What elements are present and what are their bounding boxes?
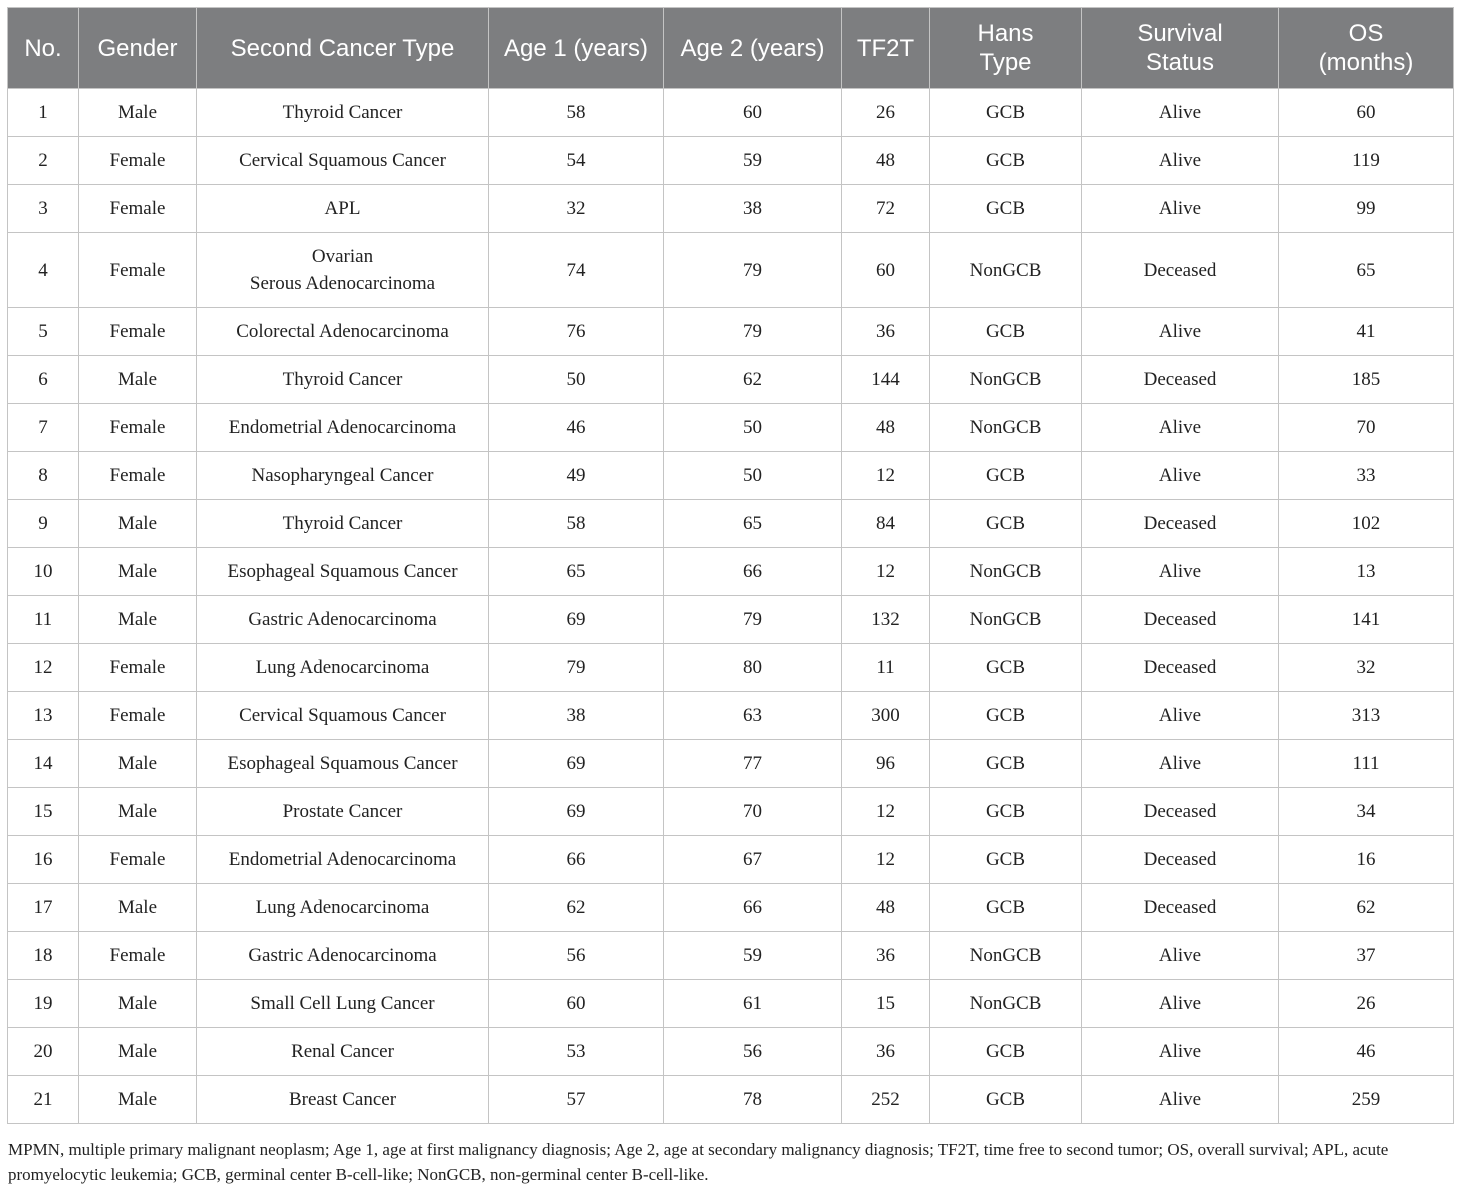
cell-no: 6 — [8, 356, 79, 404]
table-row — [8, 404, 1454, 452]
cell-os: 185 — [1279, 356, 1454, 404]
cell-no: 12 — [8, 644, 79, 692]
table-row — [8, 452, 1454, 500]
cell-no: 9 — [8, 500, 79, 548]
cell-survival-status: Deceased — [1082, 596, 1279, 644]
cell-tf2t: 36 — [842, 308, 930, 356]
cell-gender: Male — [79, 1076, 197, 1124]
cell-age-2: 66 — [664, 884, 842, 932]
cell-os: 111 — [1279, 740, 1454, 788]
cell-no: 15 — [8, 788, 79, 836]
cell-survival-status: Alive — [1082, 1028, 1279, 1076]
cell-age-1: 66 — [489, 836, 664, 884]
table-row — [8, 884, 1454, 932]
table-row — [8, 137, 1454, 185]
cell-tf2t: 252 — [842, 1076, 930, 1124]
cell-os: 32 — [1279, 644, 1454, 692]
table-row — [8, 1076, 1454, 1124]
table-body — [8, 89, 1454, 1124]
cell-tf2t: 132 — [842, 596, 930, 644]
cell-hans-type: GCB — [930, 644, 1082, 692]
cell-no: 13 — [8, 692, 79, 740]
cell-age-1: 74 — [489, 233, 664, 308]
cell-hans-type: GCB — [930, 137, 1082, 185]
cell-second-cancer-type: Endometrial Adenocarcinoma — [197, 836, 489, 884]
cell-age-1: 76 — [489, 308, 664, 356]
table-row — [8, 788, 1454, 836]
cell-tf2t: 144 — [842, 356, 930, 404]
cell-age-1: 69 — [489, 788, 664, 836]
cell-no: 5 — [8, 308, 79, 356]
cell-tf2t: 48 — [842, 884, 930, 932]
cell-age-1: 58 — [489, 500, 664, 548]
cell-os: 65 — [1279, 233, 1454, 308]
cell-hans-type: NonGCB — [930, 404, 1082, 452]
table-row — [8, 356, 1454, 404]
cell-tf2t: 96 — [842, 740, 930, 788]
cell-survival-status: Deceased — [1082, 500, 1279, 548]
cell-survival-status: Alive — [1082, 740, 1279, 788]
cell-no: 8 — [8, 452, 79, 500]
cell-age-1: 58 — [489, 89, 664, 137]
cell-tf2t: 84 — [842, 500, 930, 548]
cell-age-1: 69 — [489, 740, 664, 788]
cell-age-2: 38 — [664, 185, 842, 233]
cell-hans-type: NonGCB — [930, 932, 1082, 980]
cell-second-cancer-type: Breast Cancer — [197, 1076, 489, 1124]
cell-survival-status: Deceased — [1082, 788, 1279, 836]
header-survival-status: Survival Status — [1082, 8, 1279, 89]
cell-gender: Male — [79, 1028, 197, 1076]
cell-gender: Female — [79, 137, 197, 185]
cell-age-2: 67 — [664, 836, 842, 884]
cell-os: 41 — [1279, 308, 1454, 356]
cell-gender: Male — [79, 596, 197, 644]
cell-gender: Male — [79, 89, 197, 137]
table-row — [8, 692, 1454, 740]
cell-age-2: 70 — [664, 788, 842, 836]
cell-os: 60 — [1279, 89, 1454, 137]
cell-age-2: 66 — [664, 548, 842, 596]
cell-survival-status: Deceased — [1082, 233, 1279, 308]
cell-survival-status: Deceased — [1082, 356, 1279, 404]
cell-os: 102 — [1279, 500, 1454, 548]
cell-survival-status: Alive — [1082, 185, 1279, 233]
table-row — [8, 932, 1454, 980]
cell-tf2t: 12 — [842, 836, 930, 884]
cell-tf2t: 60 — [842, 233, 930, 308]
cell-gender: Female — [79, 308, 197, 356]
cell-gender: Female — [79, 452, 197, 500]
cell-hans-type: NonGCB — [930, 596, 1082, 644]
table-row — [8, 596, 1454, 644]
cell-no: 4 — [8, 233, 79, 308]
cell-age-1: 32 — [489, 185, 664, 233]
cell-age-2: 63 — [664, 692, 842, 740]
cell-hans-type: GCB — [930, 500, 1082, 548]
cell-second-cancer-type: Esophageal Squamous Cancer — [197, 548, 489, 596]
table-row — [8, 233, 1454, 308]
cell-hans-type: GCB — [930, 692, 1082, 740]
header-os: OS (months) — [1279, 8, 1454, 89]
cell-age-2: 80 — [664, 644, 842, 692]
cell-os: 46 — [1279, 1028, 1454, 1076]
cell-tf2t: 36 — [842, 1028, 930, 1076]
cell-second-cancer-type: Ovarian Serous Adenocarcinoma — [197, 233, 489, 308]
cell-gender: Male — [79, 788, 197, 836]
table-footnote: MPMN, multiple primary malignant neoplasm; Age 1, age at first malignancy diagnosis; Age 2, age at secondary malignancy diagnosis; TF2T, time free to second tumor; OS, overall survival; APL, acute promyelocytic leukemia; GCB, germinal center B-cell-like; NonGCB, non-germinal center B-cell-like. — [8, 1140, 1389, 1184]
cell-no: 11 — [8, 596, 79, 644]
cell-tf2t: 26 — [842, 89, 930, 137]
cell-no: 7 — [8, 404, 79, 452]
cell-gender: Male — [79, 548, 197, 596]
cell-os: 62 — [1279, 884, 1454, 932]
cell-no: 20 — [8, 1028, 79, 1076]
cell-age-2: 50 — [664, 404, 842, 452]
cell-tf2t: 48 — [842, 137, 930, 185]
cell-gender: Male — [79, 980, 197, 1028]
cell-survival-status: Alive — [1082, 137, 1279, 185]
cell-age-1: 56 — [489, 932, 664, 980]
table-row — [8, 185, 1454, 233]
cell-second-cancer-type: Nasopharyngeal Cancer — [197, 452, 489, 500]
cell-second-cancer-type: APL — [197, 185, 489, 233]
cell-survival-status: Deceased — [1082, 836, 1279, 884]
cell-second-cancer-type: Thyroid Cancer — [197, 356, 489, 404]
cell-os: 26 — [1279, 980, 1454, 1028]
cell-os: 141 — [1279, 596, 1454, 644]
cell-age-2: 61 — [664, 980, 842, 1028]
cell-second-cancer-type: Esophageal Squamous Cancer — [197, 740, 489, 788]
cell-gender: Male — [79, 500, 197, 548]
cell-os: 37 — [1279, 932, 1454, 980]
cell-tf2t: 72 — [842, 185, 930, 233]
header-age-2: Age 2 (years) — [664, 8, 842, 89]
cell-no: 16 — [8, 836, 79, 884]
cell-os: 16 — [1279, 836, 1454, 884]
cell-age-2: 62 — [664, 356, 842, 404]
table-row — [8, 740, 1454, 788]
cell-age-1: 54 — [489, 137, 664, 185]
cell-no: 17 — [8, 884, 79, 932]
cell-age-1: 38 — [489, 692, 664, 740]
table-row — [8, 500, 1454, 548]
cell-hans-type: GCB — [930, 1028, 1082, 1076]
cell-second-cancer-type: Renal Cancer — [197, 1028, 489, 1076]
cell-second-cancer-type: Gastric Adenocarcinoma — [197, 932, 489, 980]
cell-os: 13 — [1279, 548, 1454, 596]
cell-survival-status: Alive — [1082, 548, 1279, 596]
cell-tf2t: 48 — [842, 404, 930, 452]
cell-second-cancer-type: Gastric Adenocarcinoma — [197, 596, 489, 644]
cell-age-2: 56 — [664, 1028, 842, 1076]
cell-hans-type: GCB — [930, 788, 1082, 836]
cell-second-cancer-type: Cervical Squamous Cancer — [197, 137, 489, 185]
cell-age-2: 77 — [664, 740, 842, 788]
cell-gender: Male — [79, 356, 197, 404]
cell-hans-type: NonGCB — [930, 356, 1082, 404]
table-row — [8, 548, 1454, 596]
cell-gender: Female — [79, 404, 197, 452]
cell-age-1: 49 — [489, 452, 664, 500]
cell-second-cancer-type: Thyroid Cancer — [197, 89, 489, 137]
cell-hans-type: NonGCB — [930, 980, 1082, 1028]
cell-survival-status: Alive — [1082, 692, 1279, 740]
cell-survival-status: Alive — [1082, 89, 1279, 137]
cell-age-2: 65 — [664, 500, 842, 548]
cell-no: 18 — [8, 932, 79, 980]
cell-age-1: 79 — [489, 644, 664, 692]
cell-age-2: 79 — [664, 233, 842, 308]
cell-second-cancer-type: Thyroid Cancer — [197, 500, 489, 548]
header-tf2t: TF2T — [842, 8, 930, 89]
cell-second-cancer-type: Endometrial Adenocarcinoma — [197, 404, 489, 452]
cell-second-cancer-type: Colorectal Adenocarcinoma — [197, 308, 489, 356]
cell-age-2: 59 — [664, 137, 842, 185]
cell-age-2: 79 — [664, 308, 842, 356]
cell-no: 10 — [8, 548, 79, 596]
cell-os: 33 — [1279, 452, 1454, 500]
table-row — [8, 836, 1454, 884]
cell-age-1: 46 — [489, 404, 664, 452]
cell-hans-type: GCB — [930, 836, 1082, 884]
cell-age-2: 79 — [664, 596, 842, 644]
cell-survival-status: Deceased — [1082, 644, 1279, 692]
cell-age-1: 57 — [489, 1076, 664, 1124]
cell-hans-type: GCB — [930, 1076, 1082, 1124]
cell-no: 2 — [8, 137, 79, 185]
cell-tf2t: 12 — [842, 548, 930, 596]
header-no: No. — [8, 8, 79, 89]
cell-tf2t: 300 — [842, 692, 930, 740]
table-row — [8, 308, 1454, 356]
cell-os: 99 — [1279, 185, 1454, 233]
cell-age-1: 50 — [489, 356, 664, 404]
header-second-cancer-type: Second Cancer Type — [197, 8, 489, 89]
cell-age-2: 59 — [664, 932, 842, 980]
cell-survival-status: Alive — [1082, 1076, 1279, 1124]
cell-survival-status: Alive — [1082, 308, 1279, 356]
cell-no: 14 — [8, 740, 79, 788]
cell-second-cancer-type: Prostate Cancer — [197, 788, 489, 836]
cell-second-cancer-type: Lung Adenocarcinoma — [197, 644, 489, 692]
table-row — [8, 89, 1454, 137]
cell-age-1: 62 — [489, 884, 664, 932]
cell-survival-status: Alive — [1082, 980, 1279, 1028]
patient-table — [7, 7, 1454, 1124]
table-row — [8, 980, 1454, 1028]
cell-age-2: 78 — [664, 1076, 842, 1124]
cell-tf2t: 12 — [842, 452, 930, 500]
cell-tf2t: 36 — [842, 932, 930, 980]
cell-tf2t: 15 — [842, 980, 930, 1028]
cell-second-cancer-type: Small Cell Lung Cancer — [197, 980, 489, 1028]
cell-age-1: 69 — [489, 596, 664, 644]
cell-no: 3 — [8, 185, 79, 233]
cell-no: 19 — [8, 980, 79, 1028]
cell-age-2: 60 — [664, 89, 842, 137]
cell-gender: Female — [79, 233, 197, 308]
cell-gender: Female — [79, 644, 197, 692]
cell-survival-status: Alive — [1082, 404, 1279, 452]
cell-tf2t: 12 — [842, 788, 930, 836]
cell-tf2t: 11 — [842, 644, 930, 692]
header-row — [8, 8, 1454, 89]
cell-gender: Female — [79, 185, 197, 233]
header-gender: Gender — [79, 8, 197, 89]
cell-gender: Female — [79, 932, 197, 980]
table-row — [8, 644, 1454, 692]
cell-second-cancer-type: Cervical Squamous Cancer — [197, 692, 489, 740]
cell-hans-type: NonGCB — [930, 548, 1082, 596]
cell-survival-status: Alive — [1082, 452, 1279, 500]
cell-gender: Female — [79, 836, 197, 884]
cell-age-1: 65 — [489, 548, 664, 596]
cell-hans-type: GCB — [930, 89, 1082, 137]
cell-os: 259 — [1279, 1076, 1454, 1124]
cell-no: 1 — [8, 89, 79, 137]
cell-os: 313 — [1279, 692, 1454, 740]
cell-gender: Male — [79, 740, 197, 788]
cell-hans-type: GCB — [930, 185, 1082, 233]
cell-survival-status: Alive — [1082, 932, 1279, 980]
cell-os: 70 — [1279, 404, 1454, 452]
cell-no: 21 — [8, 1076, 79, 1124]
cell-hans-type: GCB — [930, 452, 1082, 500]
cell-hans-type: GCB — [930, 740, 1082, 788]
header-hans-type: Hans Type — [930, 8, 1082, 89]
cell-gender: Female — [79, 692, 197, 740]
table-row — [8, 1028, 1454, 1076]
cell-hans-type: GCB — [930, 884, 1082, 932]
header-age-1: Age 1 (years) — [489, 8, 664, 89]
cell-age-1: 60 — [489, 980, 664, 1028]
cell-age-2: 50 — [664, 452, 842, 500]
cell-os: 34 — [1279, 788, 1454, 836]
cell-os: 119 — [1279, 137, 1454, 185]
cell-gender: Male — [79, 884, 197, 932]
cell-survival-status: Deceased — [1082, 884, 1279, 932]
cell-age-1: 53 — [489, 1028, 664, 1076]
cell-second-cancer-type: Lung Adenocarcinoma — [197, 884, 489, 932]
cell-hans-type: NonGCB — [930, 233, 1082, 308]
cell-hans-type: GCB — [930, 308, 1082, 356]
